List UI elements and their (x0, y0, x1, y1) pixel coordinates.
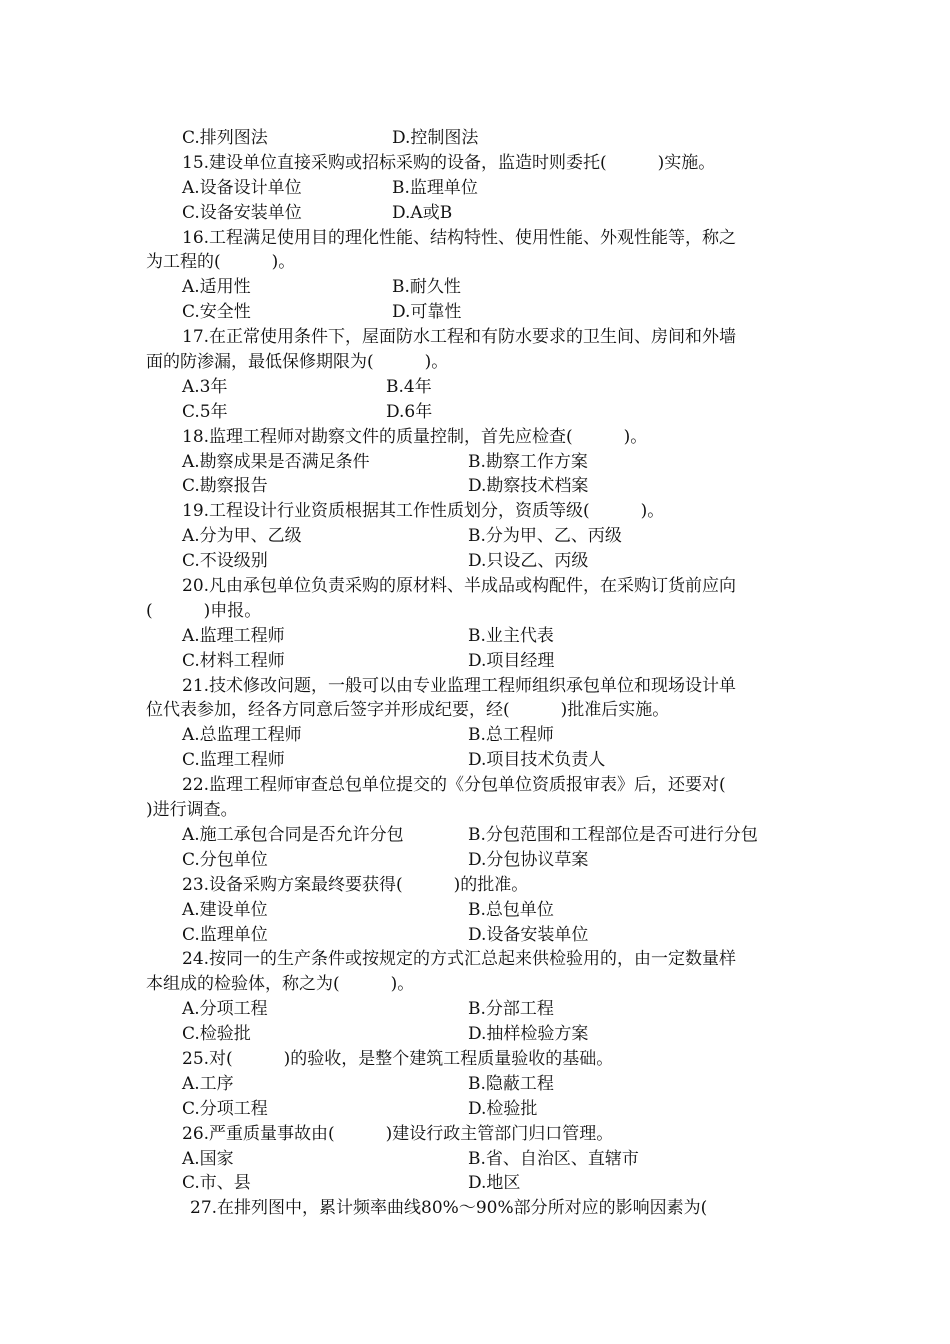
option-text: D.设备安装单位 (468, 924, 589, 945)
question-continuation (146, 972, 816, 997)
option-text: A.勘察成果是否满足条件 (182, 451, 370, 472)
option-text: C.勘察报告 (182, 476, 268, 497)
option-text: C.监理工程师 (182, 750, 285, 771)
question-line: 23.设备采购方案最终要获得( )的批准。 (182, 874, 529, 895)
option-row (146, 649, 816, 674)
question-text (146, 325, 816, 350)
question-text (146, 151, 816, 176)
option-text: B.分为甲、乙、丙级 (468, 526, 622, 547)
question-continuation (146, 250, 816, 275)
option-row (146, 549, 816, 574)
option-text: C.材料工程师 (182, 650, 285, 671)
option-text: A.分为甲、乙级 (182, 526, 302, 547)
option-row (146, 400, 816, 425)
option-row (146, 300, 816, 325)
question-line: 17.在正常使用条件下，屋面防水工程和有防水要求的卫生间、房间和外墙 (182, 327, 737, 348)
option-row (146, 375, 816, 400)
question-line: 本组成的检验体，称之为( )。 (146, 974, 415, 995)
question-text (146, 1122, 816, 1147)
option-text: A.工序 (182, 1073, 234, 1094)
option-row (146, 524, 816, 549)
option-row (146, 1072, 816, 1097)
question-line: 22.监理工程师审查总包单位提交的《分包单位资质报审表》后，还要对( (182, 775, 726, 796)
option-row (146, 1147, 816, 1172)
option-row (146, 997, 816, 1022)
question-line: 为工程的( )。 (146, 252, 296, 273)
question-line: 16.工程满足使用目的理化性能、结构特性、使用性能、外观性能等，称之 (182, 227, 737, 248)
question-text (146, 226, 816, 251)
option-text: D.6年 (386, 401, 433, 422)
question-text (146, 425, 816, 450)
option-text: B.分部工程 (468, 999, 554, 1020)
question-line: )进行调查。 (146, 800, 238, 821)
question-line: ( )申报。 (146, 600, 262, 621)
question-line: 19.工程设计行业资质根据其工作性质划分，资质等级( )。 (182, 501, 665, 522)
question-line: 15.建设单位直接采购或招标采购的设备，监造时则委托( )实施。 (182, 152, 716, 173)
question-line: 27.在排列图中，累计频率曲线80%～90%部分所对应的影响因素为( (190, 1198, 708, 1219)
option-text: B.总工程师 (468, 725, 554, 746)
option-row (146, 1022, 816, 1047)
question-text (146, 1196, 816, 1221)
question-continuation (146, 599, 816, 624)
option-text: C.检验批 (182, 1024, 251, 1045)
question-line: 20.凡由承包单位负责采购的原材料、半成品或构配件，在采购订货前应向 (182, 576, 737, 597)
option-text: A.分项工程 (182, 999, 268, 1020)
option-text: C.5年 (182, 401, 228, 422)
option-text: A.适用性 (182, 277, 251, 298)
option-row (146, 848, 816, 873)
option-text: D.只设乙、丙级 (468, 551, 589, 572)
option-text: A.设备设计单位 (182, 177, 302, 198)
question-continuation (146, 698, 816, 723)
option-row (146, 923, 816, 948)
option-text: D.项目经理 (468, 650, 555, 671)
option-row (146, 126, 816, 151)
option-text: C.监理单位 (182, 924, 268, 945)
option-text: B.省、自治区、直辖市 (468, 1148, 639, 1169)
option-text: D.项目技术负责人 (468, 750, 606, 771)
option-text: A.施工承包合同是否允许分包 (182, 824, 404, 845)
option-text: B.勘察工作方案 (468, 451, 588, 472)
option-row (146, 748, 816, 773)
option-text: C.排列图法 (182, 128, 268, 148)
question-text (146, 574, 816, 599)
question-text (146, 773, 816, 798)
option-row (146, 176, 816, 201)
option-text: B.4年 (386, 376, 432, 397)
question-text (146, 1047, 816, 1072)
option-row (146, 898, 816, 923)
question-continuation (146, 350, 816, 375)
question-text (146, 499, 816, 524)
option-text: A.建设单位 (182, 899, 268, 920)
option-row (146, 1097, 816, 1122)
question-line: 18.监理工程师对勘察文件的质量控制，首先应检查( )。 (182, 426, 648, 447)
option-text: D.分包协议草案 (468, 849, 589, 870)
question-line: 位代表参加，经各方同意后签字并形成纪要，经( )批准后实施。 (146, 700, 670, 721)
option-text: A.总监理工程师 (182, 725, 302, 746)
question-line: 26.严重质量事故由( )建设行政主管部门归口管理。 (182, 1123, 614, 1144)
option-text: A.监理工程师 (182, 625, 285, 646)
option-row (146, 1171, 816, 1196)
option-text: C.分项工程 (182, 1098, 268, 1119)
option-row (146, 624, 816, 649)
question-line: 25.对( )的验收，是整个建筑工程质量验收的基础。 (182, 1048, 614, 1069)
exam-questions (146, 126, 816, 1221)
option-row (146, 723, 816, 748)
option-row (146, 474, 816, 499)
option-text: D.A或B (392, 202, 453, 223)
question-text (146, 674, 816, 699)
question-line: 24.按同一的生产条件或按规定的方式汇总起来供检验用的，由一定数量样 (182, 949, 737, 970)
option-text: A.3年 (182, 376, 228, 397)
question-line: 21.技术修改问题，一般可以由专业监理工程师组织承包单位和现场设计单 (182, 675, 737, 696)
question-continuation (146, 798, 816, 823)
option-text: C.安全性 (182, 302, 251, 323)
option-text: D.检验批 (468, 1098, 538, 1119)
option-text: B.业主代表 (468, 625, 554, 646)
option-row (146, 201, 816, 226)
question-text (146, 873, 816, 898)
option-text: D.勘察技术档案 (468, 476, 589, 497)
option-text: C.设备安装单位 (182, 202, 302, 223)
option-text: B.隐蔽工程 (468, 1073, 554, 1094)
option-text: D.抽样检验方案 (468, 1024, 589, 1045)
option-text: B.耐久性 (392, 277, 461, 298)
option-text: D.可靠性 (392, 302, 462, 323)
option-text: D.控制图法 (392, 128, 479, 148)
question-line: 面的防渗漏，最低保修期限为( )。 (146, 352, 449, 373)
option-text: B.监理单位 (392, 177, 478, 198)
option-text: D.地区 (468, 1173, 521, 1194)
option-row (146, 450, 816, 475)
option-text: C.市、县 (182, 1173, 251, 1194)
option-text: B.分包范围和工程部位是否可进行分包 (468, 824, 758, 845)
question-text (146, 947, 816, 972)
option-text: B.总包单位 (468, 899, 554, 920)
option-text: C.分包单位 (182, 849, 268, 870)
option-text: C.不设级别 (182, 551, 268, 572)
option-row (146, 275, 816, 300)
option-row (146, 823, 816, 848)
option-text: A.国家 (182, 1148, 234, 1169)
